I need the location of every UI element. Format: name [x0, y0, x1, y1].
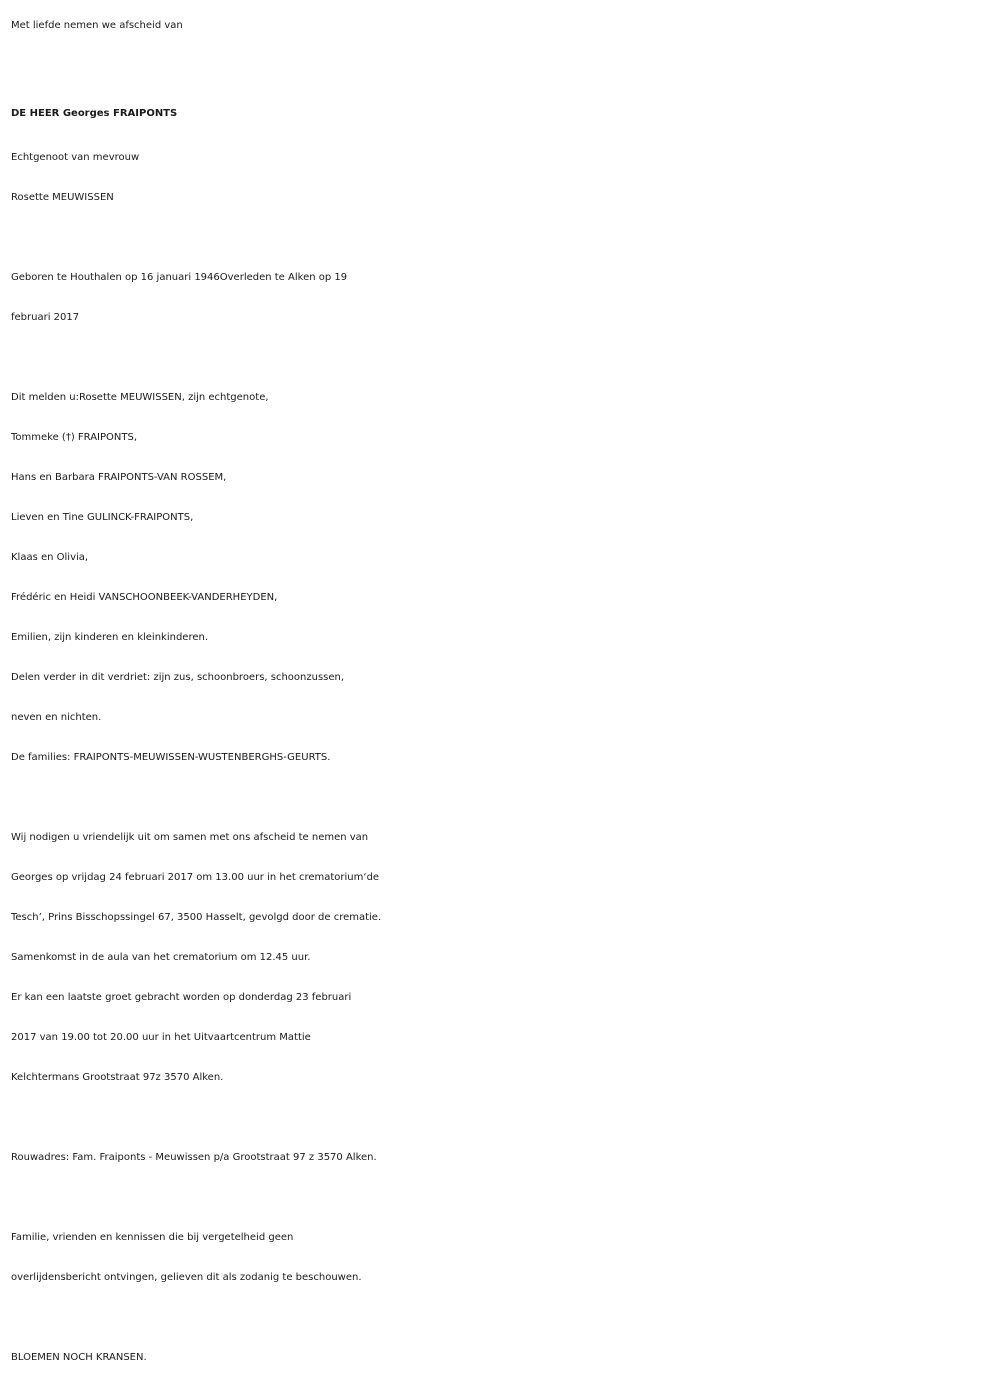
ceremony-line: Georges op vrijdag 24 februari 2017 om 13.00 uur in het crematorium‘de [11, 872, 380, 883]
spouse-line: Echtgenoot van mevrouw [11, 152, 140, 163]
ceremony-line: 2017 van 19.00 tot 20.00 uur in het Uitvaartcentrum Mattie [11, 1032, 311, 1043]
family-line: Tommeke (†) FRAIPONTS, [11, 432, 138, 443]
obituary-document [11, 6, 991, 1378]
spacer [11, 218, 991, 258]
family-line: Dit melden u:Rosette MEUWISSEN, zijn echtgenote, [11, 392, 269, 403]
birth-death-line: Geboren te Houthalen op 16 januari 1946Overleden te Alken op 19 [11, 272, 348, 283]
rouwadres-line: Rouwadres: Fam. Fraiponts - Meuwissen p/a Grootstraat 97 z 3570 Alken. [11, 1152, 377, 1163]
notice-line: overlijdensbericht ontvingen, gelieven dit als zodanig te beschouwen. [11, 1272, 362, 1283]
deceased-name: DE HEER Georges FRAIPONTS [11, 108, 178, 119]
spacer [11, 46, 991, 86]
ceremony-line: Samenkomst in de aula van het crematorium om 12.45 uur. [11, 952, 311, 963]
family-line: neven en nichten. [11, 712, 102, 723]
family-line: Klaas en Olivia, [11, 552, 89, 563]
family-line: Delen verder in dit verdriet: zijn zus, schoonbroers, schoonzussen, [11, 672, 345, 683]
family-line: Lieven en Tine GULINCK-FRAIPONTS, [11, 512, 194, 523]
ceremony-line: Kelchtermans Grootstraat 97z 3570 Alken. [11, 1072, 224, 1083]
closing-line: BLOEMEN NOCH KRANSEN. [11, 1352, 147, 1363]
birth-death-line: februari 2017 [11, 312, 80, 323]
spacer [11, 1098, 991, 1138]
ceremony-line: Er kan een laatste groet gebracht worden op donderdag 23 februari [11, 992, 352, 1003]
family-line: Hans en Barbara FRAIPONTS-VAN ROSSEM, [11, 472, 227, 483]
spacer [11, 1298, 991, 1338]
ceremony-line: Tesch’, Prins Bisschopssingel 67, 3500 Hasselt, gevolgd door de crematie. [11, 912, 382, 923]
intro-text: Met liefde nemen we afscheid van [11, 20, 183, 31]
family-line: Frédéric en Heidi VANSCHOONBEEK-VANDERHEYDEN, [11, 592, 278, 603]
ceremony-line: Wij nodigen u vriendelijk uit om samen met ons afscheid te nemen van [11, 832, 369, 843]
spacer [11, 1178, 991, 1218]
notice-line: Familie, vrienden en kennissen die bij vergetelheid geen [11, 1232, 294, 1243]
spouse-line: Rosette MEUWISSEN [11, 192, 114, 203]
family-line: Emilien, zijn kinderen en kleinkinderen. [11, 632, 209, 643]
spacer [11, 778, 991, 818]
family-line: De families: FRAIPONTS-MEUWISSEN-WUSTENBERGHS-GEURTS. [11, 752, 331, 763]
spacer [11, 338, 991, 378]
